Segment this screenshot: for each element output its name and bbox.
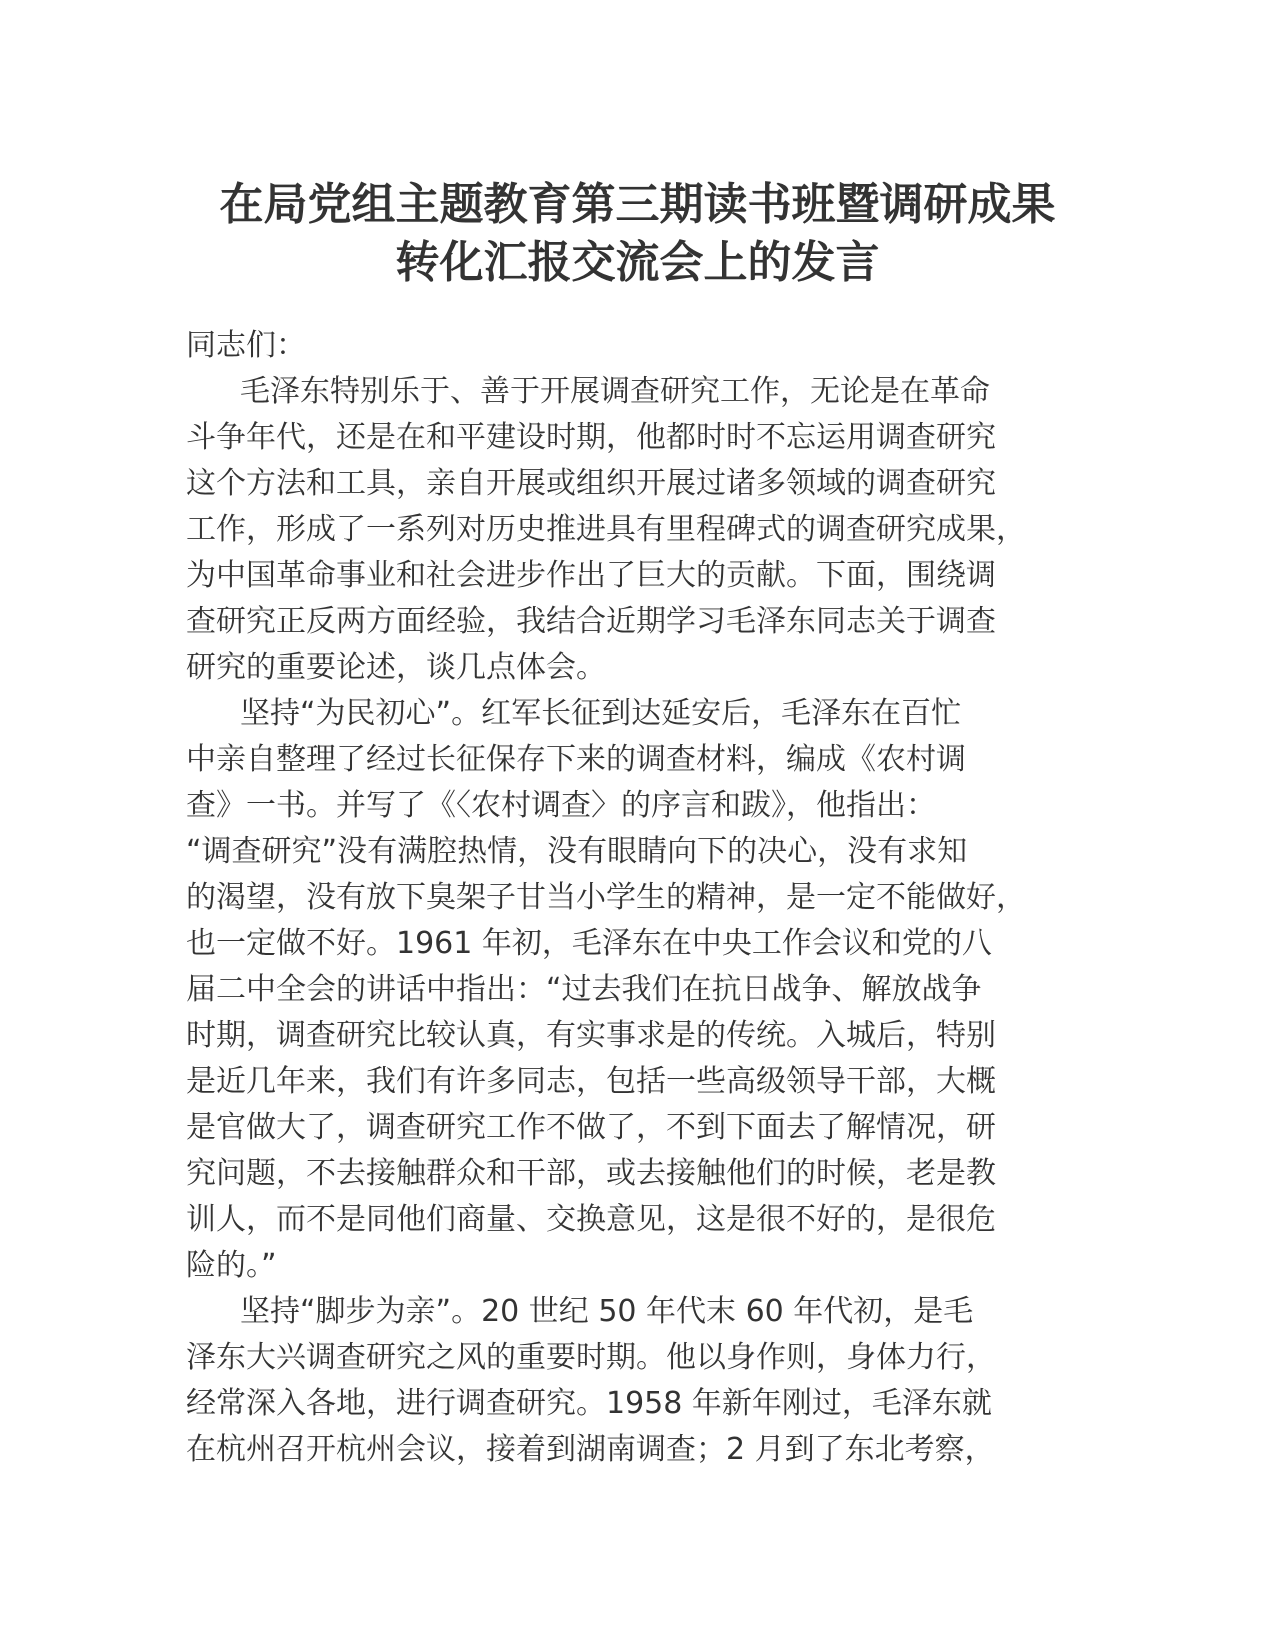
document-title [150,176,1125,292]
paragraph-line: 中亲自整理了经过长征保存下来的调查材料，编成《农村调 [186,742,966,777]
title-line-2: 转化汇报交流会上的发言 [395,237,880,288]
salutation: 同志们： [186,328,306,363]
paragraph-line: 工作，形成了一系列对历史推进具有里程碑式的调查研究成果， [186,512,1026,547]
paragraph-line: 泽东大兴调查研究之风的重要时期。他以身作则，身体力行， [186,1340,996,1375]
title-line-1: 在局党组主题教育第三期读书班暨调研成果 [219,179,1056,230]
paragraph-line: 坚持“为民初心”。红军长征到达延安后，毛泽东在百忙 [240,696,962,731]
paragraph-line: 的渴望，没有放下臭架子甘当小学生的精神，是一定不能做好， [186,880,1026,915]
paragraph-line: 查》一书。并写了《〈农村调查〉的序言和跋》，他指出： [186,788,936,823]
paragraph-2 [186,691,1091,1289]
paragraph-line: “调查研究”没有满腔热情，没有眼睛向下的决心，没有求知 [186,834,968,869]
paragraph-line: 经常深入各地，进行调查研究。1958 年新年刚过，毛泽东就 [186,1386,992,1421]
paragraph-line: 训人，而不是同他们商量、交换意见，这是很不好的，是很危 [186,1202,996,1237]
document-body [186,323,1091,1473]
paragraph-line: 是近几年来，我们有许多同志，包括一些高级领导干部，大概 [186,1064,996,1099]
paragraph-line: 坚持“脚步为亲”。20 世纪 50 年代末 60 年代初，是毛 [240,1294,974,1329]
paragraph-line: 是官做大了，调查研究工作不做了，不到下面去了解情况，研 [186,1110,996,1145]
paragraph-line: 研究的重要论述，谈几点体会。 [186,650,606,685]
paragraph-line: 险的。” [186,1248,277,1283]
paragraph-line: 届二中全会的讲话中指出：“过去我们在抗日战争、解放战争 [186,972,982,1007]
paragraph-line: 时期，调查研究比较认真，有实事求是的传统。入城后，特别 [186,1018,996,1053]
paragraph-line: 在杭州召开杭州会议，接着到湖南调查；2 月到了东北考察， [186,1432,995,1467]
paragraph-line: 究问题，不去接触群众和干部，或去接触他们的时候，老是教 [186,1156,996,1191]
paragraph-line: 毛泽东特别乐于、善于开展调查研究工作，无论是在革命 [240,374,990,409]
paragraph-line: 斗争年代，还是在和平建设时期，他都时时不忘运用调查研究 [186,420,996,455]
paragraph-line: 查研究正反两方面经验，我结合近期学习毛泽东同志关于调查 [186,604,996,639]
paragraph-line: 这个方法和工具，亲自开展或组织开展过诸多领域的调查研究 [186,466,996,501]
paragraph-1 [186,369,1091,691]
paragraph-line: 为中国革命事业和社会进步作出了巨大的贡献。下面，围绕调 [186,558,996,593]
paragraph-line: 也一定做不好。1961 年初，毛泽东在中央工作会议和党的八 [186,926,992,961]
paragraph-3 [186,1289,1091,1473]
